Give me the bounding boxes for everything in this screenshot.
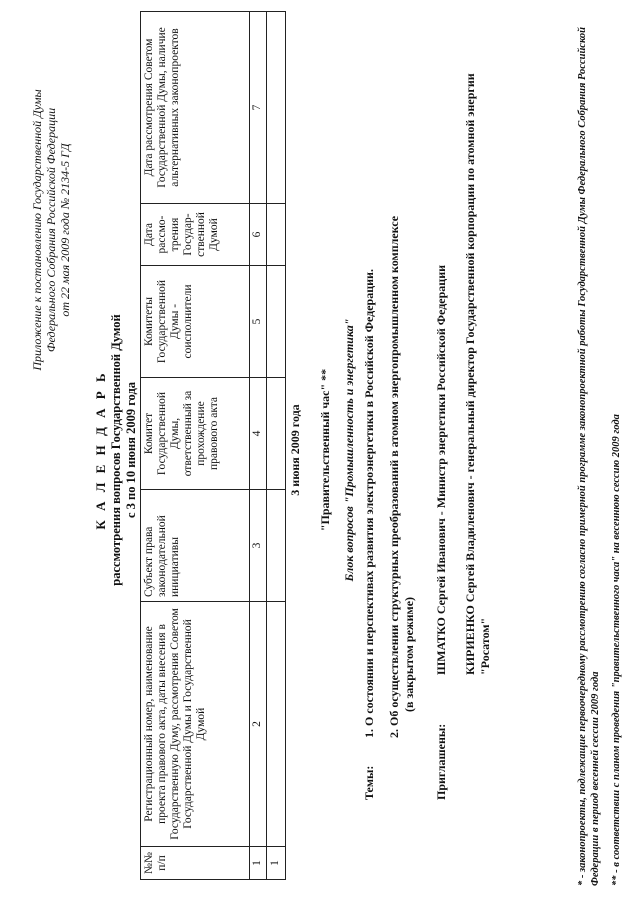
header-cell: Субъект права законодательной инициативы xyxy=(141,490,250,602)
document-period: с 3 по 10 июня 2009 года xyxy=(124,381,138,519)
header-cell: Комитет Государственной Думы, ответственный за прохождение правового акта xyxy=(141,378,250,490)
table-row xyxy=(267,12,286,880)
table-header-row xyxy=(141,12,250,880)
table-cell xyxy=(267,490,286,602)
topic-item xyxy=(362,20,377,800)
invited-section xyxy=(434,20,507,800)
table-cell xyxy=(267,266,286,378)
document-subtitle: рассмотрения вопросов Государственной Думой xyxy=(109,314,123,586)
government-hour-title: "Правительственный час" ** xyxy=(318,368,332,532)
column-number: 1 xyxy=(250,847,267,880)
table-cell xyxy=(267,204,286,266)
topic-item xyxy=(387,20,417,800)
column-number-row xyxy=(250,12,267,880)
footnote: * - законопроекты, подлежащие первоочередному рассмотрению согласно примерной программе законопроектной работы Государственной Думы Федерального Собрания Российской Федерации в период весенней сессии 2009 года xyxy=(577,27,601,886)
column-number: 7 xyxy=(250,12,267,204)
calendar-table xyxy=(140,11,286,880)
invited-person xyxy=(463,20,493,800)
invited-person-text: ШМАТКО Сергей Иванович - Министр энергетики Российской Федерации xyxy=(434,264,448,675)
row-number: 1 xyxy=(267,847,286,880)
column-number: 5 xyxy=(250,266,267,378)
table-cell xyxy=(267,378,286,490)
column-number: 3 xyxy=(250,490,267,602)
column-number: 6 xyxy=(250,204,267,266)
footnote: ** - в соответствии с планом проведения "правительственного часа" на весеннюю сессию 2009 года xyxy=(611,414,622,886)
table-cell xyxy=(267,12,286,204)
header-cell: Дата рассмо-трения Государ-ственной Думой xyxy=(141,204,250,266)
annex-line: Федерального Собрания Российской Федерации xyxy=(44,107,58,353)
document-title: К А Л Е Н Д А Р Ь xyxy=(93,370,108,530)
topic-text: 2. Об осуществлении структурных преобразований в атомном энергопромышленном комплексе xyxy=(387,215,401,738)
annex-note xyxy=(30,30,72,430)
column-number: 4 xyxy=(250,378,267,490)
annex-line: Приложение к постановлению Государственной Думы xyxy=(30,89,44,371)
header-cell: Дата рассмотрения Советом Государственной Думы, наличие альтернативных законопроектов xyxy=(141,12,250,204)
invited-label: Приглашены: xyxy=(434,723,448,800)
header-cell: Регистрационный номер, наименование проекта правового акта, даты внесения в Государственную Думу, рассмотрения Советом Государственной Думы и Государственной Думой xyxy=(141,602,250,847)
session-date: 3 июня 2009 года xyxy=(288,404,302,496)
table-cell xyxy=(267,602,286,847)
question-block-title: Блок вопросов "Промышленность и энергетика" xyxy=(342,318,356,582)
topic-text: 1. О состоянии и перспективах развития электроэнергетики в Российской Федерации. xyxy=(362,269,376,738)
footnotes xyxy=(576,16,631,886)
topics-section xyxy=(362,20,427,800)
document-heading xyxy=(92,0,139,900)
topics-label: Темы: xyxy=(362,765,376,800)
invited-person-text: КИРИЕНКО Сергей Владиленович - генеральный директор Государственной корпорации по атомной энергии "Росатом" xyxy=(463,73,492,675)
header-cell: №№ п/п xyxy=(141,847,250,880)
invited-person xyxy=(434,20,449,800)
header-cell: Комитеты Государственной Думы - соисполнители xyxy=(141,266,250,378)
topic-note: (в закрытом режиме) xyxy=(402,596,416,712)
column-number: 2 xyxy=(250,602,267,847)
annex-line: от 22 мая 2009 года № 2134-5 ГД xyxy=(58,143,72,317)
